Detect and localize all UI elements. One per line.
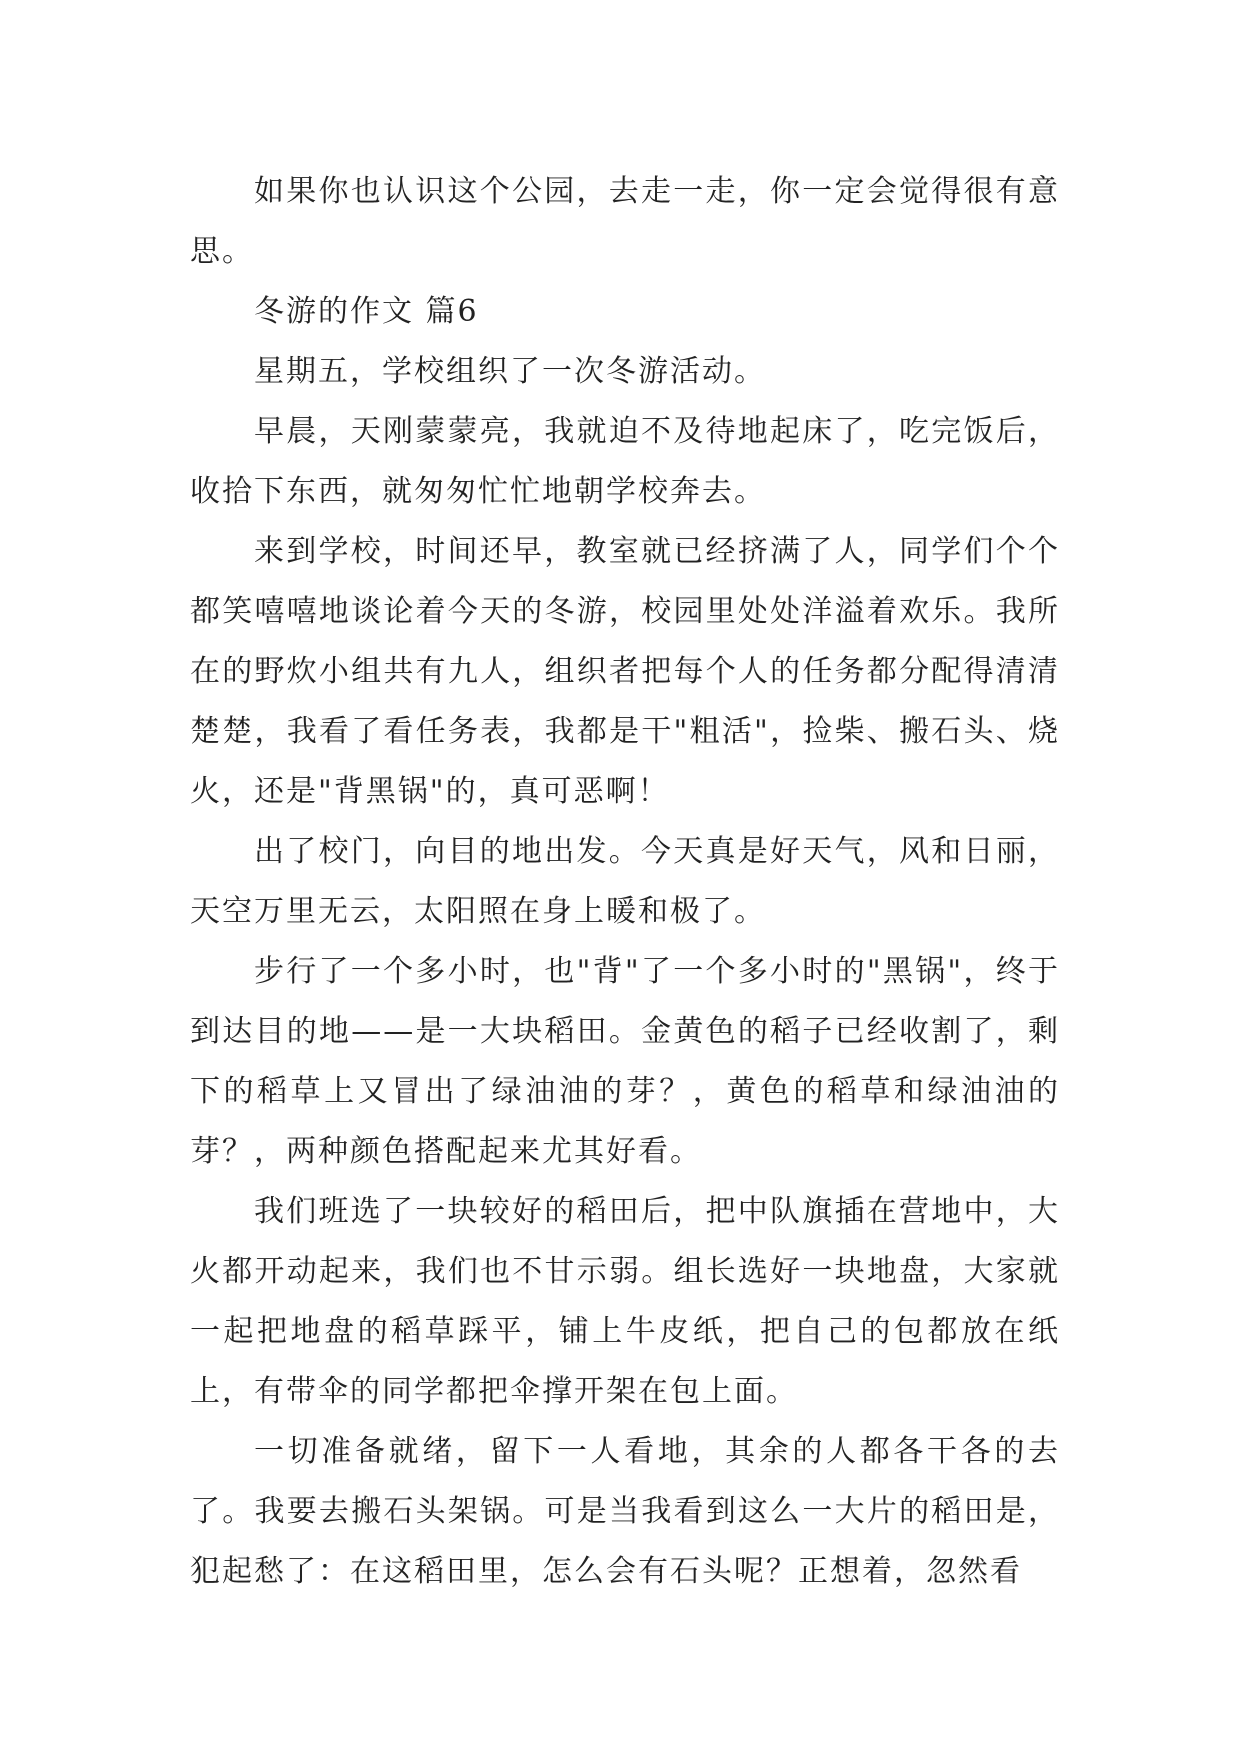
paragraph-school: 来到学校，时间还早，教室就已经挤满了人，同学们个个都笑嘻嘻地谈论着今天的冬游，校园里处处洋溢着欢乐。我所在的野炊小组共有九人，组织者把每个人的任务都分配得清清楚楚，我看了看任务表，我都是干"粗活"，捡柴、搬石头、烧火，还是"背黑锅"的，真可恶啊！ (190, 534, 1060, 809)
paragraph-arrival: 步行了一个多小时，也"背"了一个多小时的"黑锅"，终于到达目的地——是一大块稻田。金黄色的稻子已经收割了，剩下的稻草上又冒出了绿油油的芽？，黄色的稻草和绿油油的芽？，两种颜色搭配起来尤其好看。 (190, 954, 1060, 1169)
paragraph-camp: 我们班选了一块较好的稻田后，把中队旗插在营地中，大火都开动起来，我们也不甘示弱。组长选好一块地盘，大家就一起把地盘的稻草踩平，铺上牛皮纸，把自己的包都放在纸上，有带伞的同学都把伞撑开架在包上面。 (190, 1194, 1060, 1409)
paragraph-morning: 早晨，天刚蒙蒙亮，我就迫不及待地起床了，吃完饭后，收拾下东西，就匆匆忙忙地朝学校奔去。 (190, 414, 1060, 509)
essay-heading: 冬游的作文 篇6 (254, 294, 479, 329)
paragraph-intro: 星期五，学校组织了一次冬游活动。 (254, 354, 766, 389)
paragraph-departure: 出了校门，向目的地出发。今天真是好天气，风和日丽，天空万里无云，太阳照在身上暖和极了。 (190, 834, 1060, 929)
document-body (190, 162, 1060, 1602)
paragraph-park-ending: 如果你也认识这个公园，去走一走，你一定会觉得很有意思。 (190, 174, 1060, 269)
paragraph-stones: 一切准备就绪，留下一人看地，其余的人都各干各的去了。我要去搬石头架锅。可是当我看到这么一大片的稻田是，犯起愁了：在这稻田里，怎么会有石头呢？正想着，忽然看 (190, 1434, 1060, 1589)
